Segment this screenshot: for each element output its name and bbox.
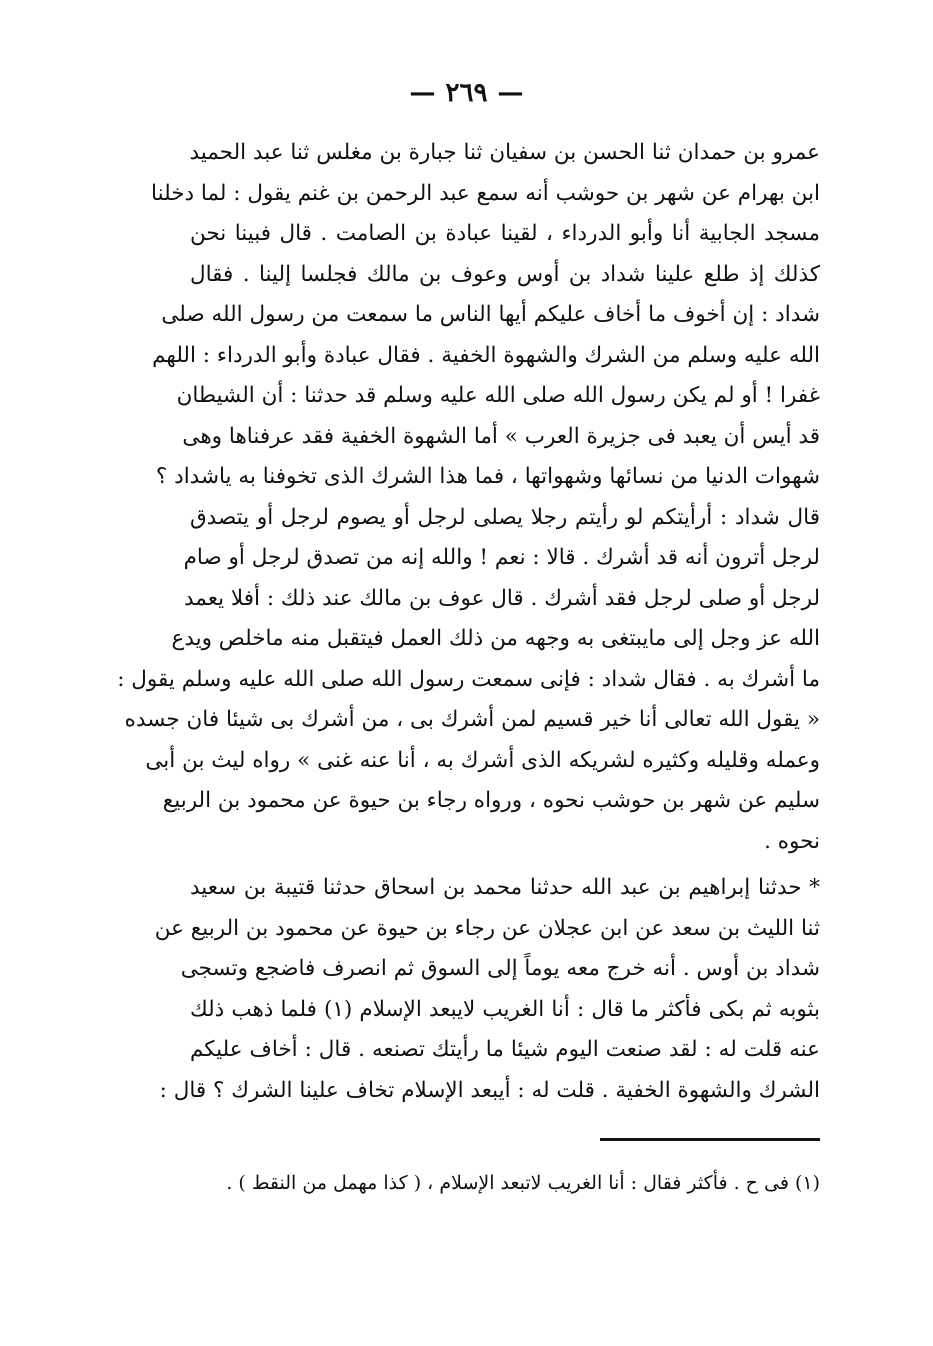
- text-line: بثوبه ثم بكى فأكثر ما قال : أنا الغريب لايبعد الإسلام (١) فلما ذهب ذلك: [190, 996, 820, 1022]
- text-line: عمرو بن حمدان ثنا الحسن بن سفيان ثنا جبارة بن مغلس ثنا عبد الحميد: [189, 140, 820, 165]
- text-line: ابن بهرام عن شهر بن حوشب أنه سمع عبد الرحمن بن غنم يقول : لما دخلنا: [151, 180, 820, 206]
- text-line: شهوات الدنيا من نسائها وشهواتها ، فما هذا الشرك الذى تخوفنا به ياشداد ؟: [155, 464, 820, 489]
- text-line: كذلك إذ طلع علينا شداد بن أوس وعوف بن مالك فجلسا إلينا . فقال: [190, 261, 820, 287]
- text-line: « يقول الله تعالى أنا خير قسيم لمن أشرك بى ، من أشرك بى شيئا فان جسده: [124, 707, 820, 732]
- footnote: (١) فى ح . فأكثر فقال : أنا الغريب لاتبعد الإسلام ، ( كذا مهمل من النقط ) .: [226, 1172, 820, 1194]
- text-line: سليم عن شهر بن حوشب نحوه ، ورواه رجاء بن حيوة عن محمود بن الربيع: [162, 788, 820, 813]
- text-line: غفرا ! أو لم يكن رسول الله صلى الله عليه وسلم قد حدثنا : أن الشيطان: [176, 383, 820, 408]
- text-line: نحوه .: [764, 828, 820, 854]
- text-line: لرجل أترون أنه قد أشرك . قالا : نعم ! والله إنه من تصدق لرجل أو صام: [183, 545, 820, 570]
- page-number-dash: —: [409, 78, 436, 108]
- page-number-value: ٢٦٩: [445, 78, 488, 108]
- page-number: [0, 78, 933, 108]
- text-line: ما أشرك به . فقال شداد : فإنى سمعت رسول الله صلى الله عليه وسلم يقول :: [117, 666, 820, 692]
- text-line: شداد بن أوس . أنه خرج معه يوماً إلى السوق ثم انصرف فاضجع وتسجى: [180, 956, 820, 981]
- text-line: قال شداد : أرأيتكم لو رأيتم رجلا يصلى لرجل أو يصوم لرجل أو يتصدق: [190, 504, 820, 530]
- text-line: وعمله وقليله وكثيره لشريكه الذى أشرك به ، أنا عنه غنى » رواه ليث بن أبى: [145, 747, 820, 773]
- paragraph-hadith-shaddad: [117, 133, 820, 862]
- text-line: الله عليه وسلم من الشرك والشهوة الخفية . فقال عبادة وأبو الدرداء : اللهم: [152, 342, 820, 368]
- paragraph-hadith-ibrahim: [154, 868, 820, 1111]
- text-line: الله عز وجل إلى مايبتغى به وجهه من ذلك العمل فيتقبل منه ماخلص ويدع: [171, 626, 820, 651]
- text-line: ثنا الليث بن سعد عن ابن عجلان عن رجاء بن حيوة عن محمود بن الربيع عن: [154, 915, 820, 941]
- text-line: قد أيس أن يعبد فى جزيرة العرب » أما الشهوة الخفية فقد عرفناها وهى: [182, 423, 820, 449]
- text-line: عنه قلت له : لقد صنعت اليوم شيئا ما رأيتك تصنعه . قال : أخاف عليكم: [190, 1037, 820, 1062]
- text-line: * حدثنا إبراهيم بن عبد الله حدثنا محمد بن اسحاق حدثنا قتيبة بن سعيد: [190, 875, 820, 900]
- text-line: لرجل أو صلى لرجل فقد أشرك . قال عوف بن مالك عند ذلك : أفلا يعمد: [184, 585, 820, 611]
- page-number-dash: —: [497, 78, 524, 108]
- footnote-separator: [600, 1138, 820, 1141]
- text-line: شداد : إن أخوف ما أخاف عليكم أيها الناس ما سمعت من رسول الله صلى: [161, 302, 820, 327]
- text-line: مسجد الجابية أنا وأبو الدرداء ، لقينا عبادة بن الصامت . قال فبينا نحن: [190, 221, 820, 246]
- text-line: الشرك والشهوة الخفية . قلت له : أيبعد الإسلام تخاف علينا الشرك ؟ قال :: [159, 1077, 820, 1103]
